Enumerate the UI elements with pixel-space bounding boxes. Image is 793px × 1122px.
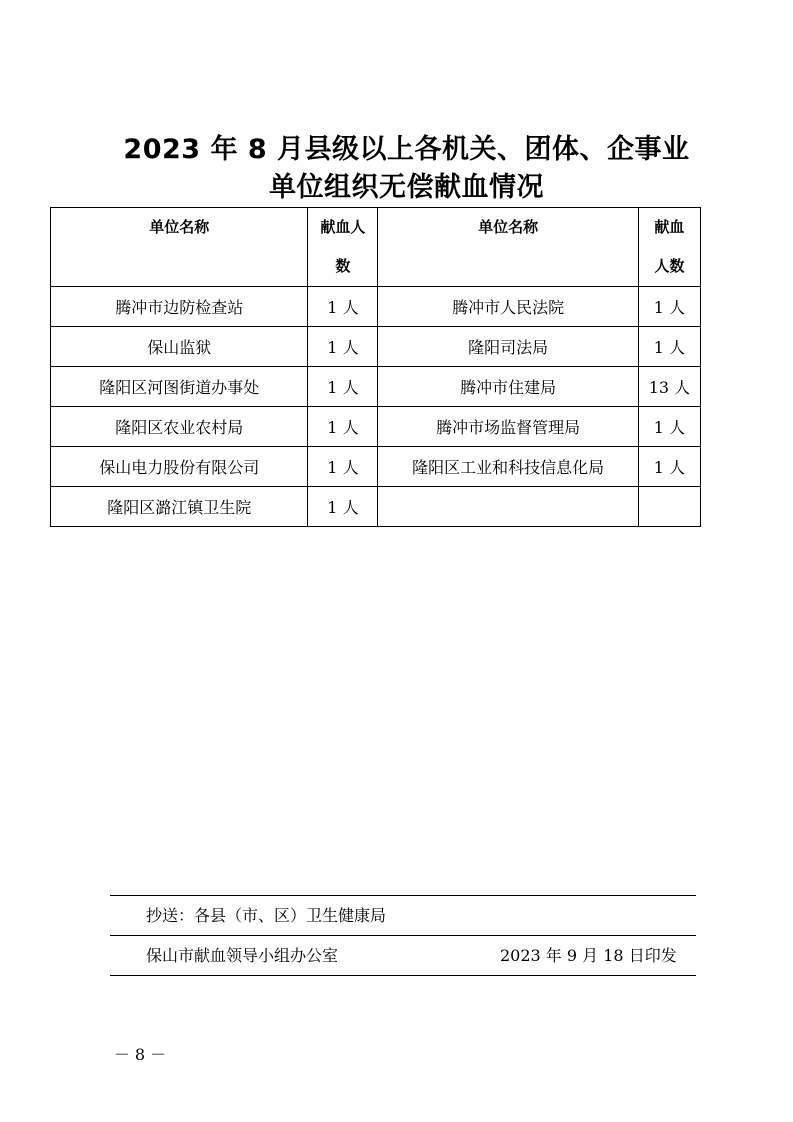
right-count <box>638 487 700 527</box>
right-unit-name: 腾冲市住建局 <box>378 367 638 407</box>
left-count: 1 人 <box>308 487 378 527</box>
right-count: 1 人 <box>638 327 700 367</box>
footer-middle-rule <box>110 935 696 936</box>
right-count: 1 人 <box>638 287 700 327</box>
left-count: 1 人 <box>308 407 378 447</box>
header-count-left: 献血人数 <box>308 208 378 287</box>
footer-top-rule <box>110 895 696 896</box>
right-count: 1 人 <box>638 407 700 447</box>
header-count-right: 献血人数 <box>638 208 700 287</box>
donation-table <box>50 207 701 527</box>
left-unit-name: 保山监狱 <box>51 327 308 367</box>
issuer-name: 保山市献血领导小组办公室 <box>146 946 339 965</box>
header-unit-name-left: 单位名称 <box>51 208 308 287</box>
document-title-line-2: 单位组织无偿献血情况 <box>269 172 544 203</box>
left-unit-name: 隆阳区潞江镇卫生院 <box>51 487 308 527</box>
header-unit-name-right: 单位名称 <box>378 208 638 287</box>
right-unit-name: 隆阳司法局 <box>378 327 638 367</box>
table-row <box>51 447 701 487</box>
right-unit-name: 腾冲市场监督管理局 <box>378 407 638 447</box>
right-unit-name <box>378 487 638 527</box>
right-count: 13 人 <box>638 367 700 407</box>
table-row <box>51 327 701 367</box>
left-unit-name: 腾冲市边防检查站 <box>51 287 308 327</box>
table-row <box>51 487 701 527</box>
document-title-line-1: 2023 年 8 月县级以上各机关、团体、企事业 <box>123 134 690 165</box>
table-header-row <box>51 208 701 287</box>
right-count: 1 人 <box>638 447 700 487</box>
left-count: 1 人 <box>308 287 378 327</box>
left-unit-name: 保山电力股份有限公司 <box>51 447 308 487</box>
issue-date: 2023 年 9 月 18 日印发 <box>500 946 677 965</box>
footer-bottom-rule <box>110 975 696 976</box>
left-count: 1 人 <box>308 327 378 367</box>
right-unit-name: 腾冲市人民法院 <box>378 287 638 327</box>
table-row <box>51 367 701 407</box>
table-row <box>51 407 701 447</box>
left-count: 1 人 <box>308 447 378 487</box>
right-unit-name: 隆阳区工业和科技信息化局 <box>378 447 638 487</box>
page-number: － 8 － <box>113 1045 167 1064</box>
cc-line: 抄送：各县（市、区）卫生健康局 <box>146 906 387 925</box>
table-row <box>51 287 701 327</box>
left-count: 1 人 <box>308 367 378 407</box>
left-unit-name: 隆阳区河图街道办事处 <box>51 367 308 407</box>
left-unit-name: 隆阳区农业农村局 <box>51 407 308 447</box>
